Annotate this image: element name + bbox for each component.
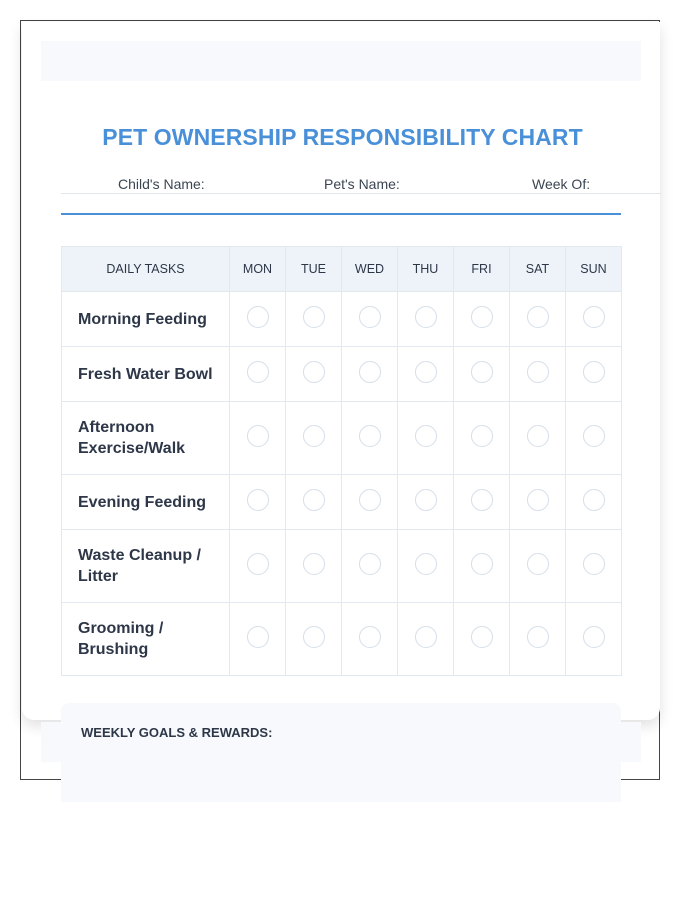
- checkbox-circle-icon[interactable]: [359, 553, 381, 575]
- task-label: Morning Feeding: [62, 292, 230, 347]
- checkbox-circle-icon[interactable]: [583, 425, 605, 447]
- day-cell: [342, 402, 398, 475]
- table-header-row: [62, 247, 622, 292]
- day-cell: [398, 530, 454, 603]
- day-cell: [510, 402, 566, 475]
- day-cell: [230, 402, 286, 475]
- weekly-goals-section[interactable]: [61, 703, 621, 802]
- header-day: MON: [230, 247, 286, 292]
- day-cell: [510, 530, 566, 603]
- day-cell: [398, 475, 454, 530]
- day-cell: [286, 603, 342, 676]
- day-cell: [454, 475, 510, 530]
- day-cell: [286, 530, 342, 603]
- checkbox-circle-icon[interactable]: [359, 306, 381, 328]
- checkbox-circle-icon[interactable]: [583, 553, 605, 575]
- day-cell: [342, 292, 398, 347]
- checkbox-circle-icon[interactable]: [527, 306, 549, 328]
- checkbox-circle-icon[interactable]: [583, 361, 605, 383]
- checkbox-circle-icon[interactable]: [415, 626, 437, 648]
- checkbox-circle-icon[interactable]: [471, 489, 493, 511]
- day-cell: [454, 292, 510, 347]
- day-cell: [230, 475, 286, 530]
- checkbox-circle-icon[interactable]: [359, 361, 381, 383]
- day-cell: [342, 475, 398, 530]
- day-cell: [286, 402, 342, 475]
- pet-name-label: Pet's Name:: [324, 176, 400, 192]
- day-cell: [510, 475, 566, 530]
- day-cell: [286, 475, 342, 530]
- day-cell: [566, 530, 622, 603]
- checkbox-circle-icon[interactable]: [527, 626, 549, 648]
- day-cell: [230, 530, 286, 603]
- day-cell: [398, 603, 454, 676]
- checkbox-circle-icon[interactable]: [471, 306, 493, 328]
- checkbox-circle-icon[interactable]: [415, 553, 437, 575]
- table-row: [62, 603, 622, 676]
- day-cell: [454, 530, 510, 603]
- table-row: [62, 292, 622, 347]
- checkbox-circle-icon[interactable]: [303, 489, 325, 511]
- day-cell: [342, 530, 398, 603]
- day-cell: [454, 347, 510, 402]
- header-day: FRI: [454, 247, 510, 292]
- checkbox-circle-icon[interactable]: [583, 626, 605, 648]
- checkbox-circle-icon[interactable]: [415, 425, 437, 447]
- fields-underline: [61, 193, 661, 194]
- task-label: Evening Feeding: [62, 475, 230, 530]
- checkbox-circle-icon[interactable]: [359, 489, 381, 511]
- day-cell: [230, 292, 286, 347]
- table-row: [62, 475, 622, 530]
- checkbox-circle-icon[interactable]: [303, 306, 325, 328]
- top-banner: [41, 41, 641, 81]
- checkbox-circle-icon[interactable]: [415, 489, 437, 511]
- task-label: Afternoon Exercise/Walk: [62, 402, 230, 475]
- weekly-goals-label: WEEKLY GOALS & REWARDS:: [81, 725, 273, 740]
- checkbox-circle-icon[interactable]: [247, 425, 269, 447]
- checkbox-circle-icon[interactable]: [471, 425, 493, 447]
- day-cell: [566, 475, 622, 530]
- day-cell: [566, 603, 622, 676]
- day-cell: [510, 292, 566, 347]
- day-cell: [230, 347, 286, 402]
- task-label: Waste Cleanup / Litter: [62, 530, 230, 603]
- day-cell: [230, 603, 286, 676]
- checkbox-circle-icon[interactable]: [527, 489, 549, 511]
- checkbox-circle-icon[interactable]: [303, 425, 325, 447]
- week-of-label: Week Of:: [532, 176, 591, 192]
- task-label: Grooming / Brushing: [62, 603, 230, 676]
- checkbox-circle-icon[interactable]: [527, 425, 549, 447]
- header-day: THU: [398, 247, 454, 292]
- header-day: TUE: [286, 247, 342, 292]
- header-day: WED: [342, 247, 398, 292]
- checkbox-circle-icon[interactable]: [247, 306, 269, 328]
- day-cell: [342, 347, 398, 402]
- checkbox-circle-icon[interactable]: [247, 626, 269, 648]
- day-cell: [398, 402, 454, 475]
- checkbox-circle-icon[interactable]: [247, 553, 269, 575]
- checkbox-circle-icon[interactable]: [415, 361, 437, 383]
- table-row: [62, 530, 622, 603]
- checkbox-circle-icon[interactable]: [471, 553, 493, 575]
- day-cell: [398, 347, 454, 402]
- day-cell: [566, 347, 622, 402]
- checkbox-circle-icon[interactable]: [527, 361, 549, 383]
- child-name-label: Child's Name:: [118, 176, 205, 192]
- checkbox-circle-icon[interactable]: [359, 425, 381, 447]
- checkbox-circle-icon[interactable]: [471, 361, 493, 383]
- table-row: [62, 347, 622, 402]
- checkbox-circle-icon[interactable]: [303, 361, 325, 383]
- checkbox-circle-icon[interactable]: [471, 626, 493, 648]
- title-divider: [61, 213, 621, 215]
- responsibility-table: [61, 246, 622, 676]
- checkbox-circle-icon[interactable]: [527, 553, 549, 575]
- day-cell: [342, 603, 398, 676]
- day-cell: [286, 292, 342, 347]
- day-cell: [566, 292, 622, 347]
- day-cell: [398, 292, 454, 347]
- header-daily-tasks: DAILY TASKS: [62, 247, 230, 292]
- page-title: PET OWNERSHIP RESPONSIBILITY CHART: [102, 124, 583, 150]
- checkbox-circle-icon[interactable]: [247, 489, 269, 511]
- table-row: [62, 402, 622, 475]
- day-cell: [454, 402, 510, 475]
- task-label: Fresh Water Bowl: [62, 347, 230, 402]
- header-day: SAT: [510, 247, 566, 292]
- checkbox-circle-icon[interactable]: [303, 553, 325, 575]
- checkbox-circle-icon[interactable]: [583, 306, 605, 328]
- day-cell: [566, 402, 622, 475]
- checkbox-circle-icon[interactable]: [415, 306, 437, 328]
- day-cell: [454, 603, 510, 676]
- header-day: SUN: [566, 247, 622, 292]
- checkbox-circle-icon[interactable]: [303, 626, 325, 648]
- day-cell: [286, 347, 342, 402]
- day-cell: [510, 347, 566, 402]
- checkbox-circle-icon[interactable]: [247, 361, 269, 383]
- day-cell: [510, 603, 566, 676]
- checkbox-circle-icon[interactable]: [359, 626, 381, 648]
- checkbox-circle-icon[interactable]: [583, 489, 605, 511]
